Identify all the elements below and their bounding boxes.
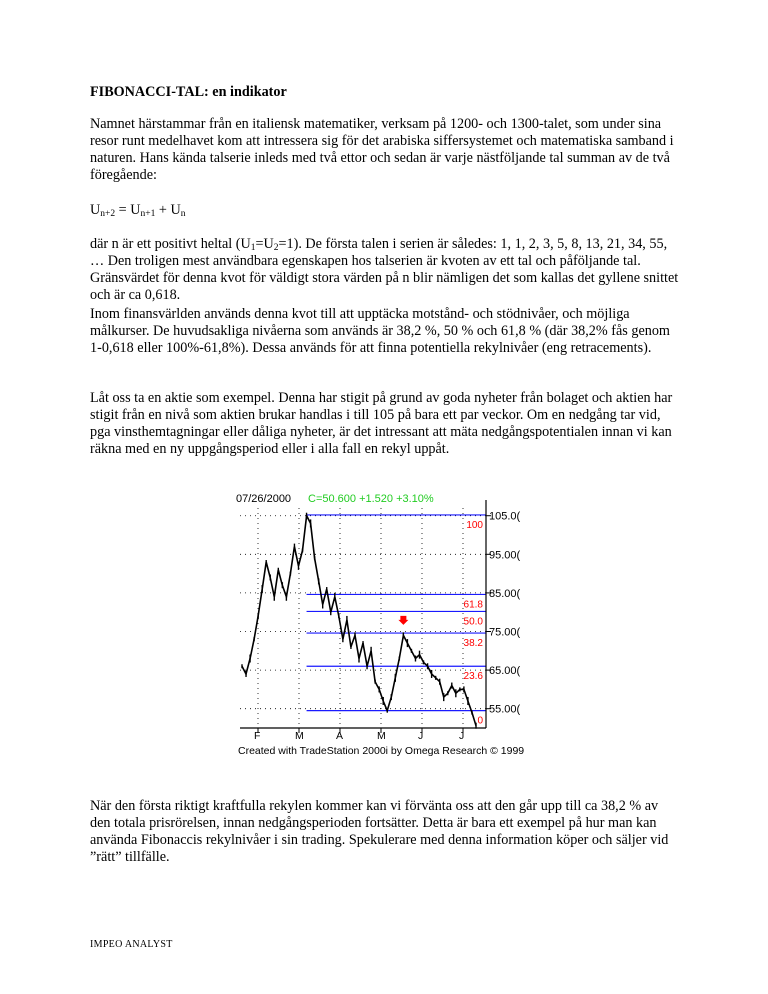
y-tick-label: 105.0( xyxy=(489,510,521,523)
chart-header-quote: C=50.600 +1.520 +3.10% xyxy=(308,493,434,505)
paragraph-sequence: där n är ett positivt heltal $(U_1=U_2=1)$. De första talen i serien är således: 1, 1, 2, 3, 5, 8, 13, 21, 34, 55, … Den troligen mest användbara egenskapen hos talserien är kvoten av ett tal och påföljande tal. Gränsvärdet för denna kvot för väldigt stora värden på n blir nämligen det som kallas det gyllene snittet och är ca 0,618. xyxy=(90,236,679,303)
fib-level-label: 0 xyxy=(477,715,483,727)
y-tick-label: 75.00( xyxy=(489,626,521,639)
x-tick-label: A xyxy=(336,730,344,742)
formula: $U_{n+2} = U_{n+1} + U_n$ xyxy=(90,202,186,219)
fib-level-label: 100 xyxy=(466,519,483,531)
x-tick-label: M xyxy=(295,730,304,742)
paragraph-example: Låt oss ta en aktie som exempel. Denna har stigit på grund av goda nyheter från bolaget och aktien har stigit från en nivå som aktien brukar handlas i till 105 på bara ett par veckor. Om en nedgång tar vid, pga vinsthemtagningar eller dåliga nyheter, är det intressant att mäta nedgångspotentialen innan vi kan räkna med en ny uppgångsperiod eller i alla fall en rekyl uppåt. xyxy=(90,390,673,457)
footer-text: IMPEO ANALYST xyxy=(90,939,173,950)
document-title: FIBONACCI-TAL: en indikator xyxy=(90,84,287,100)
x-tick-label: J xyxy=(459,730,465,742)
x-axis xyxy=(240,728,486,742)
paragraph-finance: Inom finansvärlden används denna kvot till att upptäcka motstånd- och stödnivåer, och möjliga målkurser. De huvudsakliga nivåerna som används är 38,2 %, 50 % och 61,8 % (där 38,2% fås genom 1-0,618 eller 100%-61,8%). Dessa används för att finna potentiella rekylnivåer (eng retracements). xyxy=(90,306,670,356)
x-tick-label: F xyxy=(254,730,261,742)
price-line xyxy=(242,516,476,726)
chart-credit: Created with TradeStation 2000i by Omega Research © 1999 xyxy=(238,745,525,757)
arrow-down-icon xyxy=(398,616,408,625)
y-tick-label: 55.00( xyxy=(489,703,521,716)
chart-header-date: 07/26/2000 xyxy=(236,493,292,505)
y-axis xyxy=(486,500,521,728)
paragraph-conclusion: När den första riktigt kraftfulla rekylen kommer kan vi förvänta oss att den går upp till ca 38,2 % av den totala prisrörelsen, innan nedgångsperioden fortsätter. Detta är bara ett exempel på hur man kan använda Fibonaccis rekylnivåer i sin trading. Spekulerare med denna information köper och säljer vid ”rätt” tillfälle. xyxy=(90,798,669,865)
fibonacci-price-chart xyxy=(236,488,532,758)
fib-level-label: 61.8 xyxy=(463,599,483,611)
fib-level-label: 50.0 xyxy=(463,616,483,628)
x-tick-label: M xyxy=(377,730,386,742)
y-tick-label: 85.00( xyxy=(489,587,521,600)
chart-grid xyxy=(240,508,486,728)
y-tick-label: 65.00( xyxy=(489,665,521,678)
fib-level-label: 38.2 xyxy=(463,638,483,650)
price-series xyxy=(242,513,476,729)
x-tick-label: J xyxy=(418,730,424,742)
fib-levels xyxy=(307,515,486,727)
paragraph-intro: Namnet härstammar från en italiensk matematiker, verksam på 1200- och 1300-talet, som under sina resor runt medelhavet kom att intressera sig för det arabiska siffersystemet och matematiska samband i naturen. Hans kända talserie inleds med två ettor och sedan är varje nästföljande tal summan av de två föregående: xyxy=(90,116,674,183)
y-tick-label: 95.00( xyxy=(489,549,521,562)
fib-level-label: 23.6 xyxy=(463,671,483,683)
